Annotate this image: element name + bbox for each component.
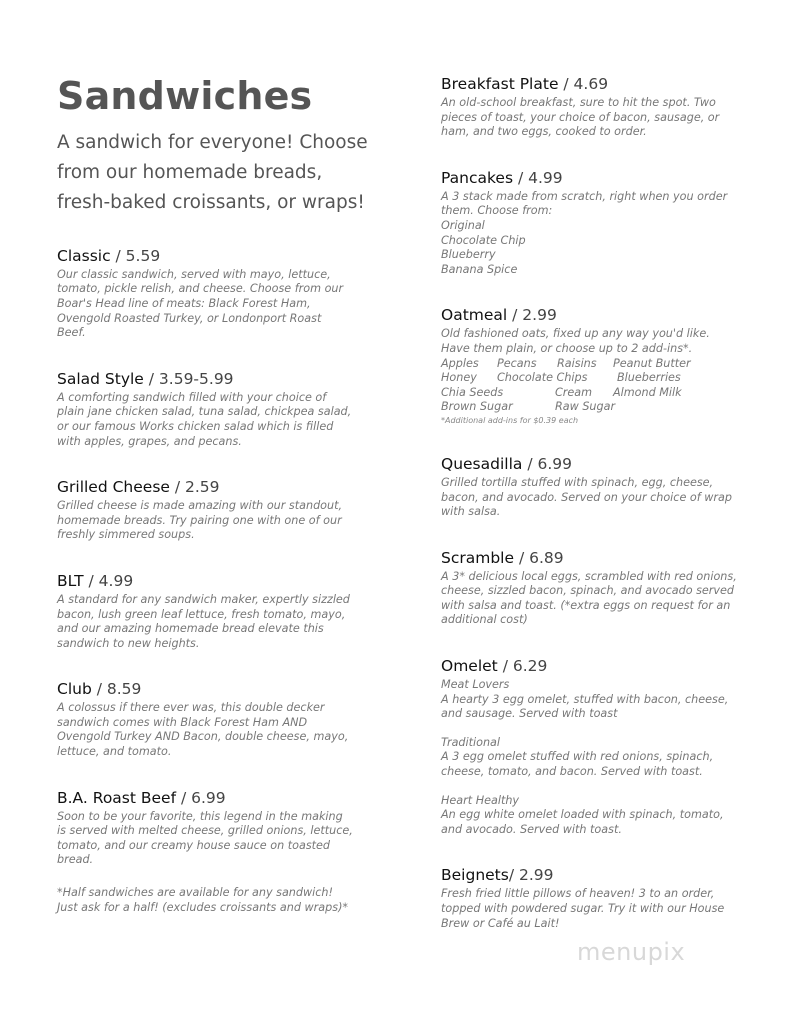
menu-item-pancakes [441,168,751,278]
desc-line: sandwich comes with Black Forest Ham AND [57,715,308,729]
item-heading [57,788,377,808]
item-description [441,570,751,628]
addins-row [441,371,751,386]
desc-line: A 3 egg omelet stuffed with red onions, spinach, [441,750,714,764]
menu-item-scramble [441,548,751,628]
desc-line: with salsa. [441,505,501,519]
breakfast-column [441,74,751,959]
addins-row [441,386,751,401]
variant-name: Meat Lovers [441,678,510,692]
desc-line: pieces of toast, your choice of bacon, sausage, or [441,110,720,124]
addin: Cream [555,385,593,399]
item-price: / 4.69 [558,75,609,93]
menu-item-oatmeal [441,305,751,426]
item-description [57,391,377,449]
addin: Chocolate Chips [497,371,588,385]
section-title: Sandwiches [57,74,313,118]
desc-line: Fresh fried little pillows of heaven! 3 to an order, [441,887,715,901]
desc-line: lettuce, and tomato. [57,745,172,759]
desc-line: Grilled cheese is made amazing with our standout, [57,499,343,513]
desc-line: Ovengold Roasted Turkey, or Londonport Roast [57,311,322,325]
item-name: Classic [57,246,111,265]
desc-line: bacon, lush green leaf lettuce, fresh tomato, mayo, [57,607,346,621]
item-price: / 4.99 [83,571,134,590]
desc-line: with apples, grapes, and pecans. [57,434,242,448]
sandwiches-column [57,76,377,915]
menu-item-salad-style [57,369,377,449]
item-name: Quesadilla [441,454,523,473]
item-heading [441,656,751,676]
note-line: *Half sandwiches are available for any sandwich! [57,886,333,900]
item-name: Oatmeal [441,306,508,325]
menu-item-omelet [441,656,751,837]
item-name: Scramble [441,548,515,567]
addin: Almond Milk [613,385,682,399]
desc-line: and avocado. Served with toast. [441,822,622,836]
desc-line: and sausage. Served with toast [441,707,618,721]
item-description [57,268,377,341]
menu-item-blt [57,571,377,651]
desc-line: tomato, pickle relish, and cheese. Choose from our [57,282,344,296]
desc-line: homemade breads. Try pairing one with one of our [57,513,342,527]
item-name: Club [57,680,92,699]
desc-line: A standard for any sandwich maker, expertly sizzled [57,592,350,606]
desc-line: Have them plain, or choose up to 2 add-ins*. [441,341,693,355]
item-heading [441,454,751,474]
addin: Pecans [497,356,537,370]
desc-line: them. Choose from: [441,204,553,218]
desc-line: additional cost) [441,613,528,627]
desc-line: Soon to be your favorite, this legend in the making [57,809,343,823]
menupix-watermark: menupix [577,938,686,966]
addin: Apples [441,356,479,370]
desc-line: Chocolate Chip [441,233,526,247]
item-name: Breakfast Plate [441,75,559,93]
desc-line: is served with melted cheese, grilled onions, lettuce, [57,824,353,838]
desc-line: An old-school breakfast, sure to hit the spot. Two [441,96,716,109]
addins-footnote: *Additional add-ins for $0.39 each [441,415,579,425]
desc-line: plain jane chicken salad, tuna salad, chickpea salad, [57,405,352,419]
item-price: / 6.99 [522,454,572,473]
desc-line: ham, and two eggs, cooked to order. [441,125,647,139]
item-description [441,476,751,520]
item-heading [57,369,377,389]
item-name: Omelet [441,657,498,676]
desc-line: Boar's Head line of meats: Black Forest Ham, [57,296,311,310]
item-heading [57,477,377,497]
desc-line: An egg white omelet loaded with spinach, tomato, [441,808,724,822]
omelet-variant-meat-lovers [441,678,751,722]
item-name: B.A. Roast Beef [57,788,177,807]
menu-item-breakfast-plate [441,74,751,140]
desc-line: cheese, tomato, and bacon. Served with toast. [441,765,703,779]
menu-item-club [57,679,377,759]
note-line: Just ask for a half! (excludes croissants and wraps)* [57,900,349,914]
item-description [57,810,377,868]
desc-line: bread. [57,853,94,867]
item-price: / 2.99 [507,306,557,325]
desc-line: and our amazing homemade bread elevate this [57,622,324,636]
desc-line: A 3* delicious local eggs, scrambled with red onions, [441,569,737,583]
item-description [441,887,751,931]
desc-line: Grilled tortilla stuffed with spinach, egg, cheese, [441,475,714,489]
desc-line: Banana Spice [441,262,518,276]
desc-line: freshly simmered soups. [57,528,195,542]
desc-line: sandwich to new heights. [57,636,200,650]
item-price: / 6.99 [176,788,226,807]
item-heading [441,74,751,94]
desc-line: A comforting sandwich filled with your choice of [57,390,327,404]
item-heading [441,168,751,188]
omelet-variant-traditional [441,736,751,780]
item-description [57,593,377,651]
desc-line: A colossus if there ever was, this double decker [57,701,325,715]
item-price: / 6.89 [514,548,564,567]
desc-line: tomato, and our creamy house sauce on toasted [57,838,331,852]
item-name: Grilled Cheese [57,478,170,497]
menu-item-quesadilla [441,454,751,520]
desc-line: Brew or Café au Lait! [441,916,560,930]
addin: Brown Sugar [441,400,513,414]
section-intro [57,128,377,218]
item-heading [441,548,751,568]
desc-line: Our classic sandwich, served with mayo, lettuce, [57,267,331,281]
desc-line: A 3 stack made from scratch, right when you order [441,189,728,203]
addin: Blueberries [617,371,681,385]
desc-line: A hearty 3 egg omelet, stuffed with bacon, cheese, [441,692,729,706]
item-name: BLT [57,571,84,590]
item-name: Beignets [441,866,509,885]
item-price: / 8.59 [91,680,142,699]
addins-row [441,357,751,372]
desc-line: or our famous Works chicken salad which is filled [57,419,334,433]
item-description [441,327,751,356]
half-sandwich-note [57,886,377,915]
desc-line: Ovengold Turkey AND Bacon, double cheese, mayo, [57,730,349,744]
desc-line: with salsa and toast. (*extra eggs on request for an [441,598,731,612]
desc-line: bacon, and avocado. Served on your choice of wrap [441,490,732,504]
item-price: / 5.59 [110,246,161,265]
intro-line: A sandwich for everyone! Choose [57,131,368,153]
item-heading [441,305,751,325]
item-price: / 2.59 [169,478,220,497]
desc-line: Old fashioned oats, fixed up any way you'd like. [441,327,710,341]
addin: Raisins [557,356,597,370]
intro-line: from our homemade breads, [57,161,323,183]
addin: Chia Seeds [441,385,504,399]
menu-item-beignets [441,865,751,931]
item-description [57,701,377,759]
variant-name: Heart Healthy [441,793,520,807]
desc-line: Beef. [57,326,86,340]
item-price: / 2.99 [508,866,554,885]
item-price: / 3.59-5.99 [143,369,234,388]
item-heading [57,679,377,699]
variant-name: Traditional [441,735,501,749]
item-name: Pancakes [441,168,514,187]
item-price: / 6.29 [497,657,548,676]
desc-line: Blueberry [441,248,496,262]
item-description [441,96,751,140]
item-description [57,499,377,543]
desc-line: Original [441,218,485,232]
desc-line: cheese, sizzled bacon, spinach, and avocado served [441,584,735,598]
item-heading [57,246,377,266]
item-heading [441,865,751,885]
item-heading [57,571,377,591]
item-price: / 4.99 [513,168,563,187]
addin: Honey [441,371,477,385]
item-name: Salad Style [57,369,144,388]
menu-item-roast-beef [57,788,377,868]
menu-item-grilled-cheese [57,477,377,543]
addin: Peanut Butter [613,356,691,370]
omelet-variant-heart-healthy [441,794,751,838]
addins-row [441,400,751,415]
item-description [441,190,751,278]
intro-line: fresh-baked croissants, or wraps! [57,191,365,213]
addin: Raw Sugar [555,400,616,414]
desc-line: topped with powdered sugar. Try it with our House [441,902,725,915]
menu-item-classic [57,246,377,341]
